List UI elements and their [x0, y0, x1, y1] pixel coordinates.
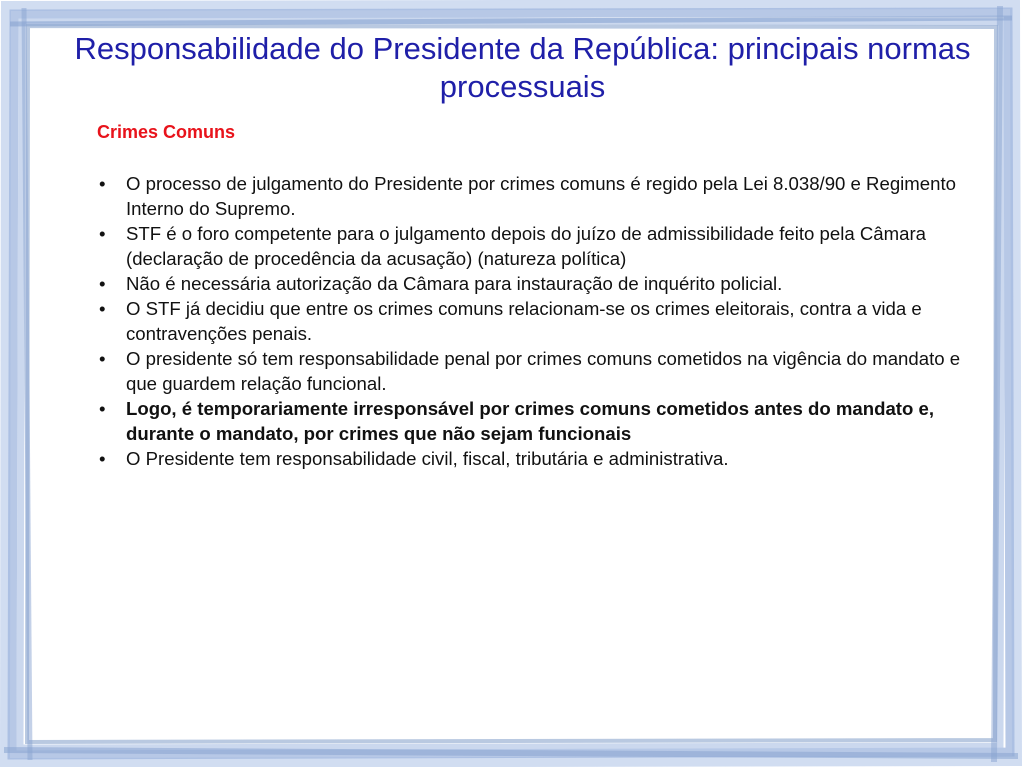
section-heading: Crimes Comuns [97, 122, 236, 142]
bullet-text: Não é necessária autorização da Câmara para instauração de inquérito policial. [126, 273, 783, 294]
slide-title: Responsabilidade do Presidente da República: principais normas processuais [74, 31, 971, 104]
bullet-text: O presidente só tem responsabilidade penal por crimes comuns cometidos na vigência do mandato e que guardem relação funcional. [126, 348, 961, 394]
bullet-icon: • [99, 173, 106, 194]
bullet-icon: • [99, 273, 106, 294]
bullet-icon: • [99, 448, 106, 469]
bullet-list [97, 171, 967, 471]
bullet-item [97, 221, 967, 271]
bullet-item [97, 446, 967, 471]
bullet-text: STF é o foro competente para o julgamento depois do juízo de admissibilidade feito pela Câmara (declaração de procedência da acusação) (natureza política) [126, 223, 926, 269]
bullet-icon: • [99, 348, 106, 369]
bullet-text: O STF já decidiu que entre os crimes comuns relacionam-se os crimes eleitorais, contra a vida e contravenções penais. [126, 298, 922, 344]
bullet-icon: • [99, 223, 106, 244]
bullet-icon: • [99, 298, 106, 319]
bullet-text: O processo de julgamento do Presidente por crimes comuns é regido pela Lei 8.038/90 e Regimento Interno do Supremo. [126, 173, 956, 219]
bullet-item [97, 271, 967, 296]
bullet-icon: • [99, 398, 106, 419]
bullet-item-emphasized [97, 396, 967, 446]
bullet-item [97, 346, 967, 396]
bullet-item [97, 171, 967, 221]
bullet-text: O Presidente tem responsabilidade civil, fiscal, tributária e administrativa. [126, 448, 729, 469]
bullet-text-bold: Logo, é temporariamente irresponsável por crimes comuns cometidos antes do mandato e, durante o mandato, por crimes que não sejam funcionais [126, 398, 935, 444]
bullet-item [97, 296, 967, 346]
